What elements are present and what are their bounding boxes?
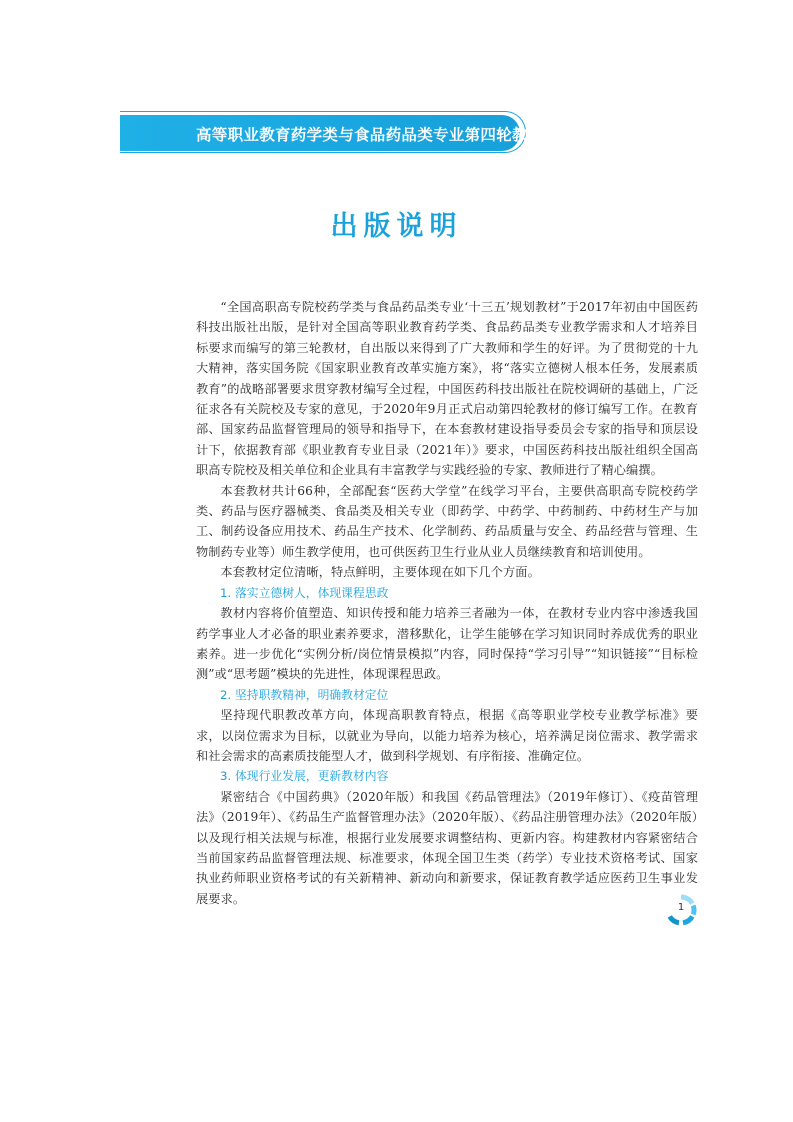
paragraph-scope: 本套教材共计66种，全部配套“医药大学堂”在线学习平台，主要供高职高专院校药学类、药品与医疗器械类、食品类及相关专业（即药学、中药学、中药制药、中药材生产与加工、制药设备应用技术、药品生产技术、化学制药、药品质量与安全、药品经营与管理、生物制药专业等）师生教学使用，也可供医药卫生行业从业人员继续教育和培训使用。 bbox=[196, 483, 698, 559]
section-heading-1: 1. 落实立德树人，体现课程思政 bbox=[220, 585, 389, 600]
series-title: 高等职业教育药学类与食品药品类专业第四轮教材 bbox=[196, 126, 544, 144]
section-heading-3: 3. 体现行业发展，更新教材内容 bbox=[220, 769, 389, 784]
page-number-badge bbox=[665, 894, 697, 926]
body-content bbox=[196, 297, 698, 909]
paragraph-section-3: 紧密结合《中国药典》（2020年版）和我国《药品管理法》（2019年修订）、《疫苗管理法》（2019年）、《药品生产监督管理办法》（2020年版）、《药品注册管理办法》（2020年版）以及现行相关法规与标准，根据行业发展要求调整结构、更新内容。构建教材内容紧密结合当前国家药品监督管理法规、标准要求，体现全国卫生类（药学）专业技术资格考试、国家执业药师职业资格考试的有关新精神、新动向和新要求，保证教育教学适应医药卫生事业发展要求。 bbox=[196, 789, 698, 906]
section-heading-2: 2. 坚持职教精神，明确教材定位 bbox=[220, 687, 389, 702]
paragraph-features-intro: 本套教材定位清晰，特点鲜明，主要体现在如下几个方面。 bbox=[220, 565, 540, 580]
paragraph-section-2: 坚持现代职教改革方向，体现高职教育特点，根据《高等职业学校专业教学标准》要求，以岗位需求为目标，以就业为导向，以能力培养为核心，培养满足岗位需求、教学需求和社会需求的高素质技能型人才，做到科学规划、有序衔接、准确定位。 bbox=[196, 708, 698, 763]
paragraph-section-1: 教材内容将价值塑造、知识传授和能力培养三者融为一体，在教材专业内容中渗透我国药学事业人才必备的职业素养要求，潜移默化，让学生能够在学习知识同时养成优秀的职业素养。进一步优化“实例分析/岗位情景模拟”内容，同时保持“学习引导”“知识链接”“目标检测”或“思考题”模块的先进性，体现课程思政。 bbox=[196, 606, 698, 682]
series-banner bbox=[120, 115, 544, 155]
paragraph-intro: “全国高职高专院校药学类与食品药品类专业‘十三五’规划教材”于2017年初由中国医药科技出版社出版，是针对全国高等职业教育药学类、食品药品类专业教学需求和人才培养目标要求而编写的第三轮教材，自出版以来得到了广大教师和学生的好评。为了贯彻党的十九大精神，落实国务院《国家职业教育改革实施方案》，将“落实立德树人根本任务，发展素质教育”的战略部署要求贯穿教材编写全过程，中国医药科技出版社在院校调研的基础上，广泛征求各有关院校及专家的意见，于2020年9月正式启动第四轮教材的修订编写工作。在教育部、国家药品监督管理局的领导和指导下，在本套教材建设指导委员会专家的指导和顶层设计下，依据教育部《职业教育专业目录（2021年）》要求，中国医药科技出版社组织全国高职高专院校及相关单位和企业具有丰富教学与实践经验的专家、教师进行了精心编撰。 bbox=[196, 300, 698, 478]
page-title: 出版说明 bbox=[330, 211, 463, 242]
page-number: 1 bbox=[677, 902, 685, 913]
